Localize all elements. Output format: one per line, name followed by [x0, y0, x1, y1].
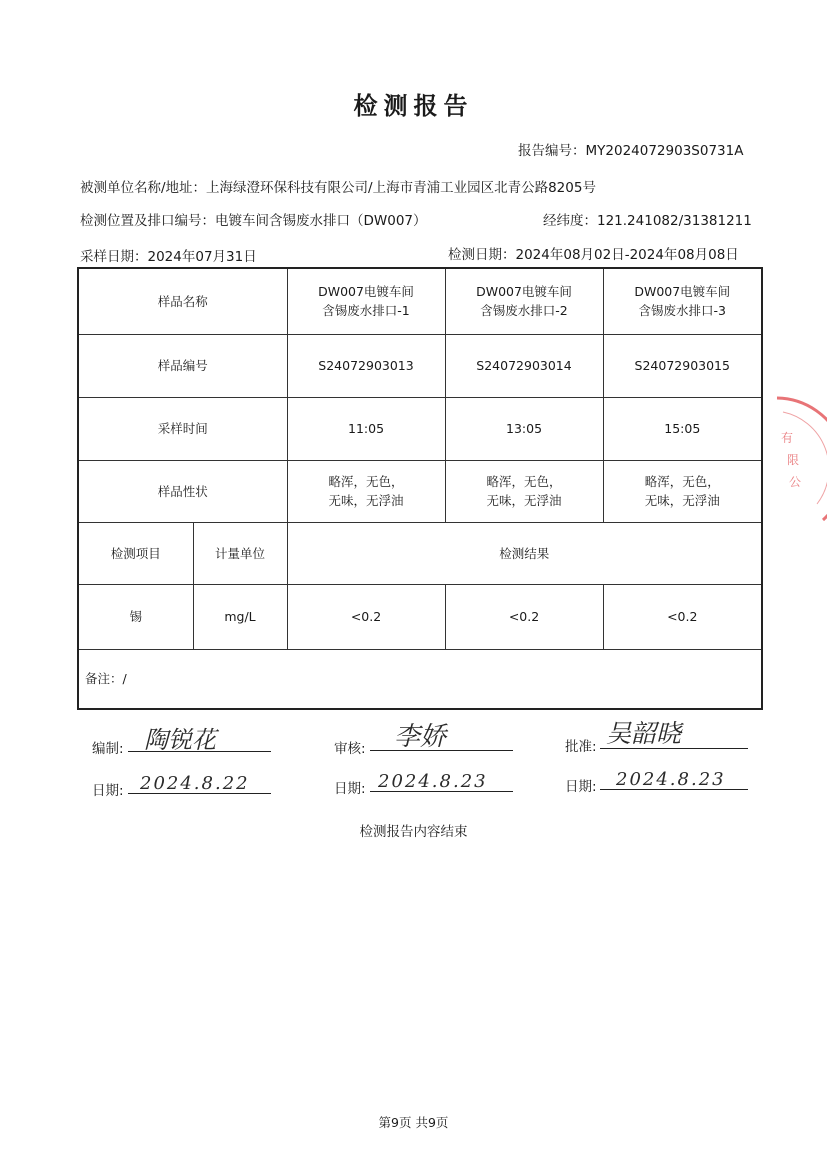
sample-property-cell: 略浑，无色， 无味，无浮油: [445, 460, 603, 522]
col-header-item: 检测项目: [78, 522, 193, 584]
result-cell: <0.2: [287, 584, 445, 649]
date-label: 日期:: [334, 781, 366, 797]
svg-text:2024.8.23: 2024.8.23: [378, 771, 488, 792]
prepared-signature: [140, 722, 270, 756]
sample-name-cell: DW007电镀车间 含锡废水排口-3: [603, 268, 762, 334]
sample-id-cell: S24072903013: [287, 334, 445, 397]
sample-property-cell: 略浑，无色， 无味，无浮油: [287, 460, 445, 522]
svg-text:2024.8.22: 2024.8.22: [140, 773, 250, 794]
end-text: 检测报告内容结束: [359, 824, 468, 840]
note-cell: 备注：/: [78, 649, 762, 709]
test-item-cell: 锡: [78, 584, 193, 649]
unit-cell: mg/L: [193, 584, 287, 649]
svg-text:有: 有: [781, 431, 794, 445]
table-row: [78, 334, 762, 397]
row-label: 样品性状: [78, 460, 287, 522]
sample-time-cell: 15:05: [603, 397, 762, 460]
sample-time-cell: 13:05: [445, 397, 603, 460]
sample-id-cell: S24072903014: [445, 334, 603, 397]
svg-text:限: 限: [787, 453, 800, 467]
svg-text:公: 公: [789, 475, 802, 489]
report-number: 报告编号：MY2024072903S0731A: [518, 143, 744, 159]
col-header-result: 检测结果: [287, 522, 762, 584]
report-title: 检测报告: [353, 92, 474, 120]
sample-time-cell: 11:05: [287, 397, 445, 460]
date-label: 日期:: [92, 783, 124, 799]
sample-name-cell: DW007电镀车间 含锡废水排口-2: [445, 268, 603, 334]
table-row: [78, 584, 762, 649]
tested-unit: 被测单位名称/地址：上海绿澄环保科技有限公司/上海市青浦工业园区北青公路8205号: [80, 180, 596, 196]
review-label: 审核:: [334, 741, 366, 757]
row-label: 采样时间: [78, 397, 287, 460]
table-row: [78, 397, 762, 460]
svg-text:李娇: 李娇: [394, 722, 447, 752]
sample-date: 采样日期：2024年07月31日: [80, 249, 257, 265]
prepared-date-handwritten: [136, 767, 271, 795]
date-label: 日期:: [565, 779, 597, 795]
svg-text:吴韶晓: 吴韶晓: [606, 719, 682, 748]
col-header-unit: 计量单位: [193, 522, 287, 584]
result-cell: <0.2: [603, 584, 762, 649]
table-row: [78, 460, 762, 522]
sample-id-cell: S24072903015: [603, 334, 762, 397]
test-location: 检测位置及排口编号：电镀车间含锡废水排口（DW007）: [80, 213, 427, 229]
test-date: 检测日期：2024年08月02日-2024年08月08日: [448, 247, 739, 263]
approve-label: 批准:: [565, 739, 597, 755]
review-signature: [390, 717, 500, 753]
approve-date-handwritten: [612, 763, 747, 791]
sample-name-cell: DW007电镀车间 含锡废水排口-1: [287, 268, 445, 334]
approve-signature: [602, 714, 742, 750]
table-row: [78, 649, 762, 709]
table-row: [78, 522, 762, 584]
table-row: [78, 268, 762, 334]
svg-text:陶锐花: 陶锐花: [144, 726, 216, 754]
company-stamp: [765, 392, 827, 527]
sample-property-cell: 略浑，无色， 无味，无浮油: [603, 460, 762, 522]
row-label: 样品编号: [78, 334, 287, 397]
review-date-handwritten: [374, 765, 509, 793]
result-cell: <0.2: [445, 584, 603, 649]
row-label: 样品名称: [78, 268, 287, 334]
coordinates: 经纬度：121.241082/31381211: [543, 213, 752, 229]
page-number: 第9页 共9页: [378, 1115, 449, 1130]
svg-text:2024.8.23: 2024.8.23: [616, 769, 726, 790]
results-table: [77, 267, 763, 710]
prepared-label: 编制:: [92, 741, 124, 757]
